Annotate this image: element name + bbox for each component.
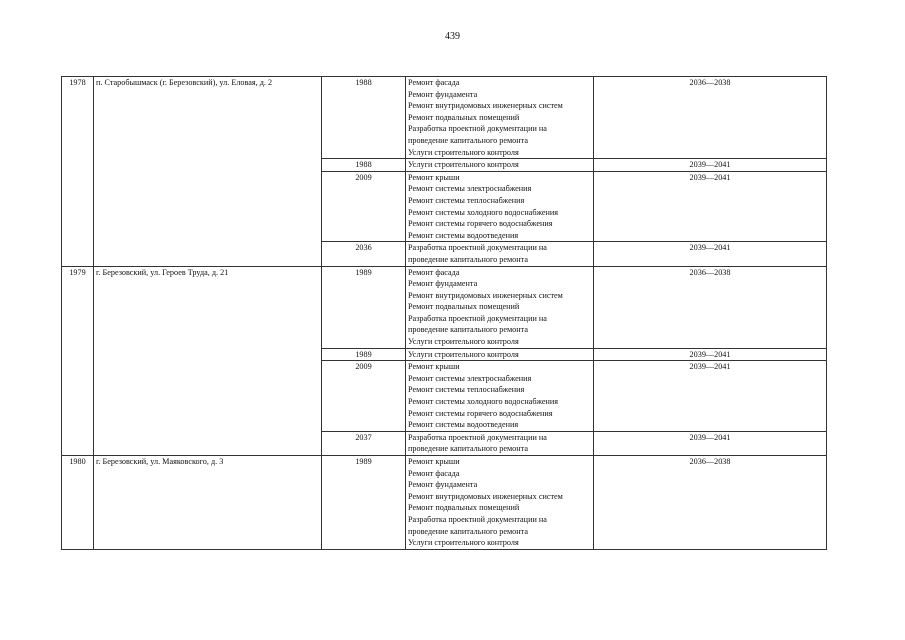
work-item: Разработка проектной документации на — [408, 514, 547, 524]
work-item: Ремонт фасада — [408, 78, 460, 87]
works-cell — [406, 456, 594, 550]
work-item: Ремонт фундамента — [408, 89, 478, 99]
table-row — [62, 456, 827, 550]
work-item: Ремонт фасада — [408, 468, 460, 478]
work-item: проведение капитального ремонта — [408, 135, 528, 145]
work-item: Ремонт подвальных помещений — [408, 302, 520, 312]
work-item: Ремонт фундамента — [408, 480, 478, 490]
works-cell — [406, 431, 594, 455]
work-item: проведение капитального ремонта — [408, 325, 528, 335]
period-cell: 2036—2038 — [594, 456, 827, 550]
period-cell: 2039—2041 — [594, 348, 827, 361]
works-cell — [406, 348, 594, 361]
address-cell: г. Березовский, ул. Маяковского, д. 3 — [94, 456, 322, 550]
year-cell: 2036 — [322, 242, 406, 266]
work-item: Ремонт внутридомовых инженерных систем — [408, 101, 563, 111]
work-item: Ремонт системы водоотведения — [408, 420, 519, 430]
work-item: Разработка проектной документации на — [408, 124, 547, 134]
year-cell: 1989 — [322, 266, 406, 348]
year-cell: 1989 — [322, 348, 406, 361]
work-item: Разработка проектной документации на — [408, 243, 547, 253]
year-cell: 1989 — [322, 456, 406, 550]
period-cell: 2039—2041 — [594, 431, 827, 455]
address-cell: г. Березовский, ул. Героев Труда, д. 21 — [94, 266, 322, 456]
work-item: Услуги строительного контроля — [408, 538, 519, 548]
works-cell — [406, 171, 594, 242]
repair-schedule-table — [61, 76, 827, 550]
period-cell: 2036—2038 — [594, 77, 827, 159]
page-number: 439 — [445, 31, 460, 42]
work-item: Ремонт внутридомовых инженерных систем — [408, 491, 563, 501]
works-cell — [406, 77, 594, 159]
work-item: Разработка проектной документации на — [408, 432, 547, 442]
work-item: Ремонт подвальных помещений — [408, 112, 520, 122]
address-cell: п. Старобышмаск (г. Березовский), ул. Еловая, д. 2 — [94, 77, 322, 267]
work-item: Ремонт системы холодного водоснабжения — [408, 397, 559, 407]
period-cell: 2039—2041 — [594, 361, 827, 432]
work-item: Ремонт крыши — [408, 457, 460, 466]
work-item: Ремонт крыши — [408, 172, 460, 182]
year-cell: 2009 — [322, 361, 406, 432]
work-item: Ремонт системы электроснабжения — [408, 184, 532, 194]
year-cell: 1988 — [322, 159, 406, 172]
work-item: Услуги строительного контроля — [408, 147, 519, 157]
object-number-cell: 1978 — [62, 77, 94, 267]
work-item: Ремонт фундамента — [408, 279, 478, 289]
year-cell: 2037 — [322, 431, 406, 455]
period-cell: 2039—2041 — [594, 159, 827, 172]
work-item: Ремонт системы теплоснабжения — [408, 195, 525, 205]
work-item: Ремонт внутридомовых инженерных систем — [408, 290, 563, 300]
year-cell: 2009 — [322, 171, 406, 242]
work-item: Ремонт системы водоотведения — [408, 230, 519, 240]
work-item: проведение капитального ремонта — [408, 526, 528, 536]
work-item: проведение капитального ремонта — [408, 254, 528, 264]
work-item: Услуги строительного контроля — [408, 349, 519, 359]
object-number-cell: 1980 — [62, 456, 94, 550]
work-item: Разработка проектной документации на — [408, 313, 547, 323]
table-row — [62, 266, 827, 348]
work-item: Услуги строительного контроля — [408, 160, 519, 170]
work-item: Ремонт подвальных помещений — [408, 503, 520, 513]
work-item: Ремонт фасада — [408, 267, 460, 277]
table-row — [62, 77, 827, 159]
works-cell — [406, 242, 594, 266]
period-cell: 2036—2038 — [594, 266, 827, 348]
object-number-cell: 1979 — [62, 266, 94, 456]
work-item: Ремонт крыши — [408, 362, 460, 372]
table-body — [62, 77, 827, 550]
year-cell: 1988 — [322, 77, 406, 159]
works-cell — [406, 361, 594, 432]
work-item: Ремонт системы электроснабжения — [408, 373, 532, 383]
work-item: Услуги строительного контроля — [408, 337, 519, 347]
work-item: Ремонт системы горячего водоснабжения — [408, 408, 553, 418]
period-cell: 2039—2041 — [594, 242, 827, 266]
work-item: проведение капитального ремонта — [408, 444, 528, 454]
works-cell — [406, 159, 594, 172]
work-item: Ремонт системы холодного водоснабжения — [408, 207, 559, 217]
work-item: Ремонт системы горячего водоснабжения — [408, 219, 553, 229]
work-item: Ремонт системы теплоснабжения — [408, 385, 525, 395]
period-cell: 2039—2041 — [594, 171, 827, 242]
works-cell — [406, 266, 594, 348]
